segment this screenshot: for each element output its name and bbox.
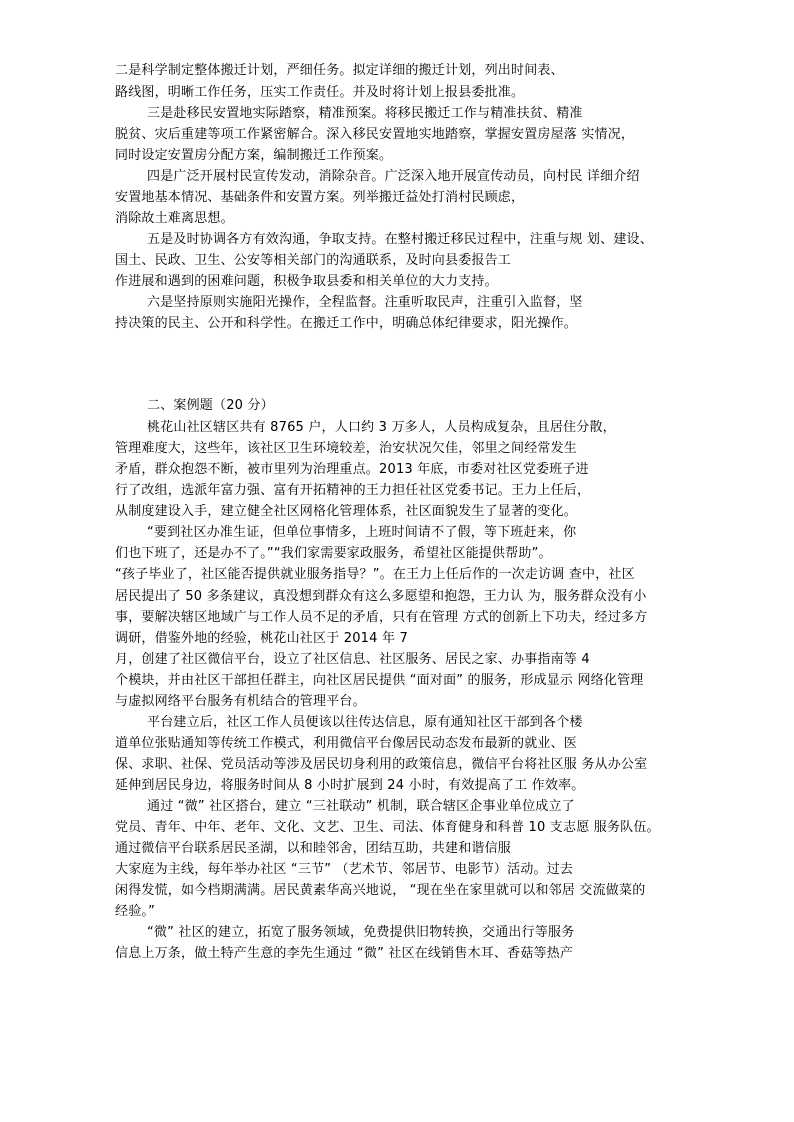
paragraph-line: 们也下班了，还是办不了。”“我们家需要家政服务，希望社区能提供帮助”。 (115, 546, 552, 561)
paragraph-line: 调研，借鉴外地的经验，桃花山社区于 2014 年 7 (115, 631, 408, 646)
paragraph-line: 管理难度大，这些年，该社区卫生环境较差，治安状况欠佳，邻里之间经常发生 (115, 441, 578, 456)
paragraph-line: “孩子毕业了，社区能否提供就业服务指导？”。在王力上任后作的一次走访调 查中，社区 (115, 567, 635, 582)
paragraph-line: 月，创建了社区微信平台，设立了社区信息、社区服务、居民之家、办事指南等 4 (115, 652, 590, 667)
paragraph-line: 保、求职、社保、党员活动等涉及居民切身利用的政策信息，微信平台将社区服 务从办公室 (115, 757, 648, 772)
paragraph-line: “微” 社区的建立，拓宽了服务领域，免费提供旧物转换，交通出行等服务 (147, 925, 575, 940)
paragraph-line: 同时设定安置房分配方案，编制搬迁工作预案。 (115, 148, 393, 163)
paragraph-line: 通过微信平台联系居民圣湖，以和睦邻舍，团结互助，共建和谐信服 (115, 841, 512, 856)
paragraph-line: 通过 “微” 社区搭台，建立 “三社联动” 机制，联合辖区企事业单位成立了 (147, 799, 575, 814)
paragraph-line: 桃花山社区辖区共有 8765 户，人口约 3 万多人，人员构成复杂，且居住分散， (147, 420, 616, 435)
paragraph-line: 二是科学制定整体搬迁计划，严细任务。拟定详细的搬迁计划，列出时间表、 (115, 63, 564, 78)
paragraph-line: 三是赴移民安置地实际踏察，精准预案。将移民搬迁工作与精准扶贫、精准 (147, 106, 583, 121)
paragraph-line: 事，要解决辖区地域广与工作人员不足的矛盾，只有在管理 方式的创新上下功夫，经过多方 (115, 610, 648, 625)
paragraph-line: 大家庭为主线，每年举办社区 “三节” （艺术节、邻居节、电影节）活动。过去 (115, 862, 574, 877)
paragraph-line: 矛盾，群众抱怨不断，被市里列为治理重点。2013 年底，市委对社区党委班子进 (115, 462, 589, 477)
paragraph-line: 行了改组，选派年富力强、富有开拓精神的王力担任社区党委书记。王力上任后， (115, 483, 591, 498)
paragraph-line: 脱贫、灾后重建等项工作紧密解合。深入移民安置地实地踏察，掌握安置房屋落 实情况， (115, 127, 635, 142)
paragraph-line: 信息上万条，做土特产生意的李先生通过 “微” 社区在线销售木耳、香菇等热产 (115, 946, 574, 961)
paragraph-line: 五是及时协调各方有效沟通，争取支持。在整村搬迁移民过程中，注重与规 划、建设、 (147, 232, 653, 247)
paragraph-line: 路线图，明晰工作任务，压实工作责任。并及时将计划上报县委批准。 (115, 85, 525, 100)
paragraph-line: 持决策的民主、公开和科学性。在搬迁工作中，明确总体纪律要求，阳光操作。 (115, 316, 578, 331)
paragraph-line: 个模块，并由社区干部担任群主，向社区居民提供 “面对面” 的服务，形成显示 网络化管理 (115, 673, 644, 688)
paragraph-line: 平台建立后，社区工作人员便该以往传达信息，原有通知社区干部到各个楼 (147, 715, 583, 730)
paragraph-line: 经验。” (115, 904, 156, 919)
paragraph-line: 六是坚持原则实施阳光操作，全程监督。注重听取民声，注重引入监督，坚 (147, 295, 583, 310)
section-heading: 二、案例题（20 分） (147, 398, 274, 413)
paragraph-line: 居民提出了 50 多条建议，真没想到群众有这么多愿望和抱怨，王力认 为，服务群众没有小 (115, 589, 647, 604)
paragraph-line: 从制度建设入手，建立健全社区网格化管理体系，社区面貌发生了显著的变化。 (115, 504, 578, 519)
paragraph-line: 延伸到居民身边，将服务时间从 8 小时扩展到 24 小时，有效提高了工 作效率。 (115, 778, 585, 793)
paragraph-line: 与虚拟网络平台服务有机结合的管理平台。 (115, 694, 366, 709)
paragraph-line: 道单位张贴通知等传统工作模式，利用微信平台像居民动态发布最新的就业、医 (115, 736, 578, 751)
paragraph-line: 国土、民政、卫生、公安等相关部门的沟通联系，及时向县委报告工 (115, 253, 512, 268)
paragraph-line: 四是广泛开展村民宣传发动，消除杂音。广泛深入地开展宣传动员，向村民 详细介绍 (147, 169, 640, 184)
paragraph-line: 安置地基本情况、基础条件和安置方案。列举搬迁益处打消村民顾虑， (115, 190, 525, 205)
paragraph-line: 党员、青年、中年、老年、文化、文艺、卫生、司法、体育健身和科普 10 支志愿 服务队伍。 (115, 820, 660, 835)
paragraph-line: 闲得发慌，如今档期满满。居民黄素华高兴地说， “现在坐在家里就可以和邻居 交流做菜的 (115, 883, 646, 898)
paragraph-line: 消除故土难离思想。 (115, 211, 234, 226)
paragraph-line: “要到社区办准生证，但单位事情多，上班时间请不了假，等下班赶来，你 (147, 525, 577, 540)
paragraph-line: 作进展和遇到的困难问题，积极争取县委和相关单位的大力支持。 (115, 274, 498, 289)
